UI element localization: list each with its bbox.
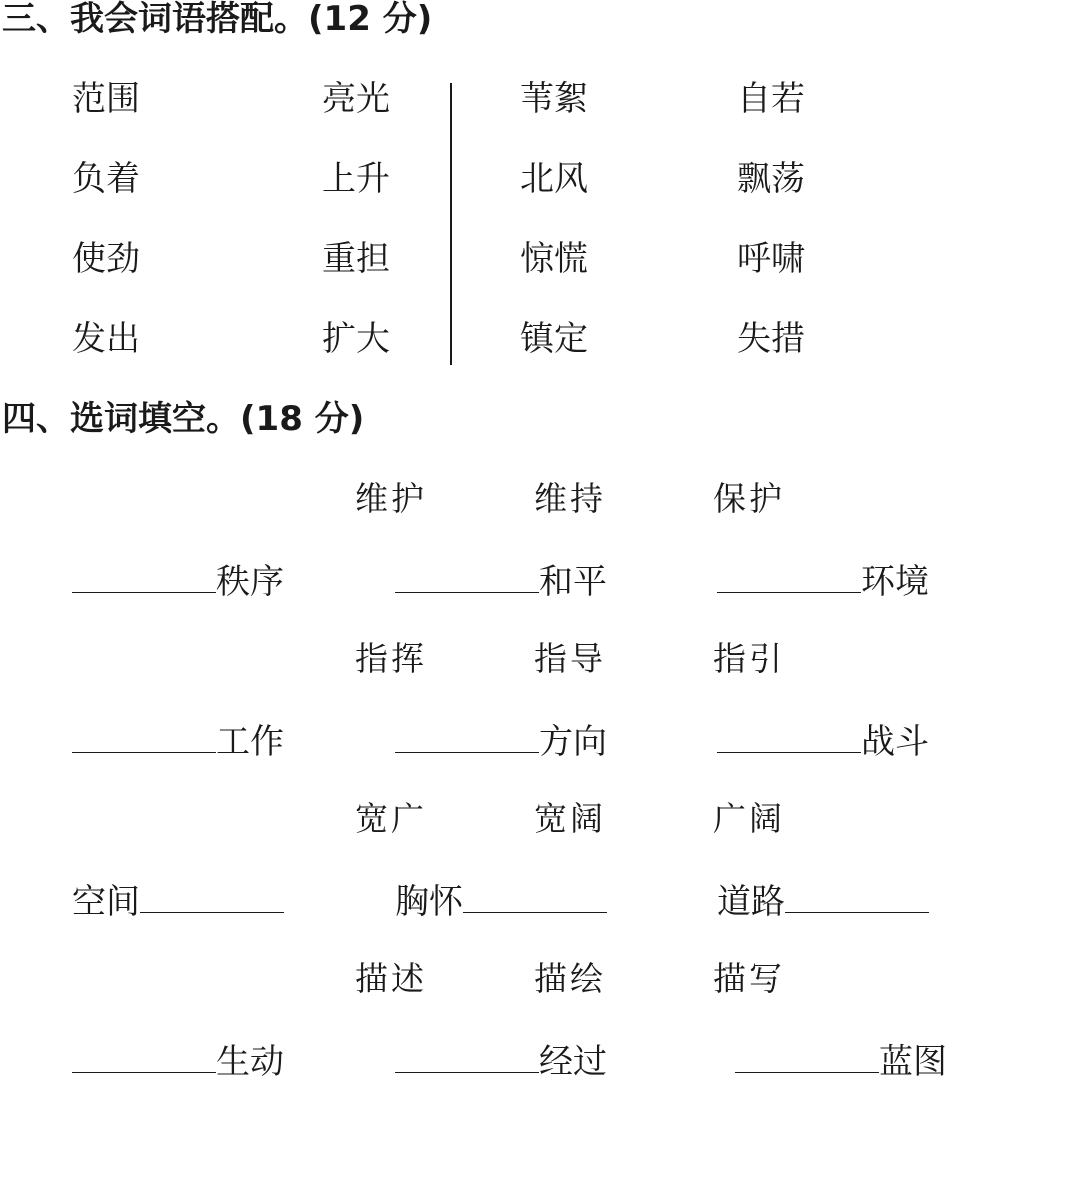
option-word: 指挥 [355, 639, 427, 678]
match-word-left-pair-1: 亮光 [322, 79, 390, 119]
fill-item [72, 722, 284, 762]
match-word-left-2: 负着 [72, 159, 140, 199]
option-word: 描绘 [534, 959, 606, 998]
answer-blank[interactable] [72, 722, 216, 753]
fill-item-word: 蓝图 [879, 1042, 947, 1082]
match-word-left-3: 使劲 [72, 239, 140, 279]
option-word: 维持 [534, 479, 606, 518]
match-word-left-pair-4: 扩大 [322, 319, 390, 359]
fill-item [395, 1042, 607, 1082]
answer-blank[interactable] [72, 562, 216, 593]
answer-blank[interactable] [395, 562, 539, 593]
fill-item-word: 战斗 [861, 722, 929, 762]
fill-item-word: 胸怀 [395, 882, 463, 922]
option-word: 指引 [713, 639, 785, 678]
column-divider [450, 83, 452, 365]
answer-blank[interactable] [140, 882, 284, 913]
fill-item [717, 882, 929, 922]
match-word-right-pair-1: 自若 [737, 79, 805, 119]
answer-blank[interactable] [717, 562, 861, 593]
match-word-left-1: 范围 [72, 79, 140, 119]
fill-item [395, 882, 607, 922]
match-word-left-pair-3: 重担 [322, 239, 390, 279]
match-word-right-4: 镇定 [520, 319, 588, 359]
option-word: 维护 [355, 479, 427, 518]
answer-blank[interactable] [72, 1042, 216, 1073]
option-word: 宽阔 [534, 799, 606, 838]
fill-item-word: 方向 [539, 722, 607, 762]
answer-blank[interactable] [735, 1042, 879, 1073]
option-word: 描写 [713, 959, 785, 998]
fill-item [395, 722, 607, 762]
match-word-right-3: 惊慌 [520, 239, 588, 279]
answer-blank[interactable] [395, 722, 539, 753]
answer-blank[interactable] [717, 722, 861, 753]
option-word: 描述 [355, 959, 427, 998]
match-word-right-pair-4: 失措 [737, 319, 805, 359]
match-word-right-2: 北风 [520, 159, 588, 199]
fill-item [717, 562, 929, 602]
fill-item-word: 工作 [216, 722, 284, 762]
match-word-left-4: 发出 [72, 319, 140, 359]
fill-item-word: 道路 [717, 882, 785, 922]
fill-item [72, 1042, 284, 1082]
match-word-right-1: 苇絮 [520, 79, 588, 119]
answer-blank[interactable] [395, 1042, 539, 1073]
match-word-right-pair-3: 呼啸 [737, 239, 805, 279]
option-word: 指导 [534, 639, 606, 678]
fill-item-word: 环境 [861, 562, 929, 602]
fill-item-word: 和平 [539, 562, 607, 602]
section-4-title: 四、选词填空。(18 分) [2, 399, 365, 439]
fill-item [72, 562, 284, 602]
fill-item [735, 1042, 947, 1082]
answer-blank[interactable] [463, 882, 607, 913]
option-word: 保护 [713, 479, 785, 518]
match-word-right-pair-2: 飘荡 [737, 159, 805, 199]
fill-item-word: 生动 [216, 1042, 284, 1082]
fill-item [717, 722, 929, 762]
option-word: 宽广 [355, 799, 427, 838]
fill-item-word: 经过 [539, 1042, 607, 1082]
fill-item [395, 562, 607, 602]
fill-item-word: 秩序 [216, 562, 284, 602]
section-3-title: 三、我会词语搭配。(12 分) [2, 0, 433, 39]
option-word: 广阔 [713, 799, 785, 838]
match-word-left-pair-2: 上升 [322, 159, 390, 199]
fill-item [72, 882, 284, 922]
fill-item-word: 空间 [72, 882, 140, 922]
answer-blank[interactable] [785, 882, 929, 913]
